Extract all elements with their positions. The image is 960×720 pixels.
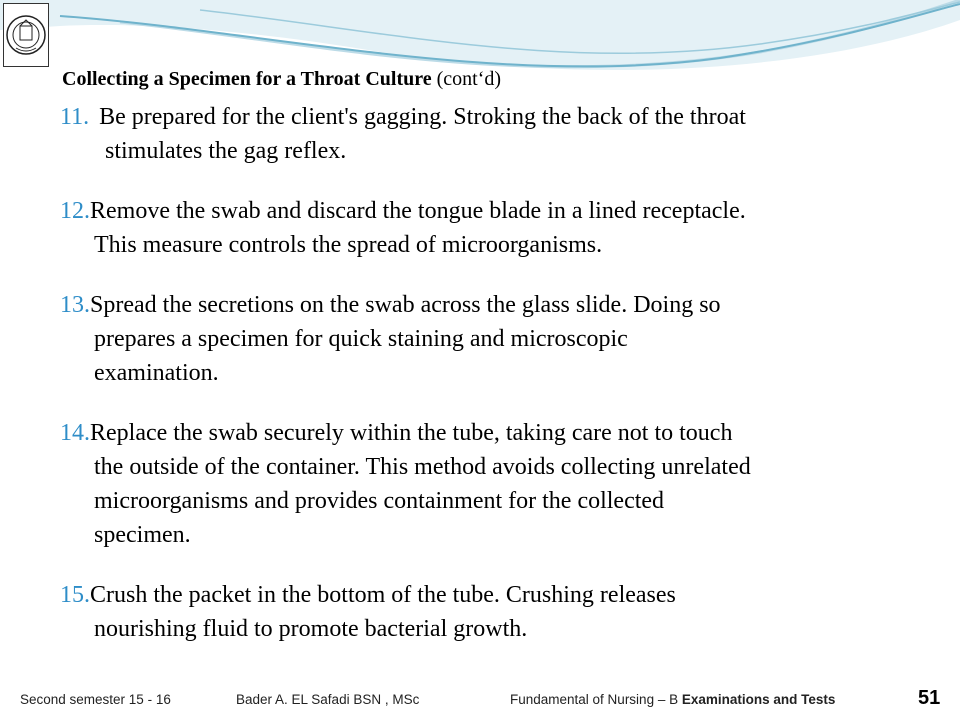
list-item-line: specimen. [94,522,191,548]
list-item-line: Remove the swab and discard the tongue blade in a lined receptacle. [90,198,746,224]
list-item-number: 14. [60,420,90,446]
list-item-line: Replace the swab securely within the tube, taking care not to touch [90,420,733,446]
list-item-line: nourishing fluid to promote bacterial growth. [94,616,528,642]
list-item-line: stimulates the gag reflex. [105,138,347,164]
slide-title [62,68,501,91]
list-item-number: 12. [60,198,90,224]
list-item-line: Spread the secretions on the swab across the glass slide. Doing so [90,292,721,318]
list-item-number: 13. [60,292,90,318]
list-item-line: examination. [94,360,219,386]
footer-topic: Examinations and Tests [681,692,836,707]
page-number: 51 [918,687,941,709]
slide-title-bold: Collecting a Specimen for a Throat Culture [62,68,432,90]
list-item-line: This measure controls the spread of microorganisms. [94,232,603,258]
slide-title-suffix: (cont‘d) [431,68,502,90]
list-item-line: prepares a specimen for quick staining and microscopic [94,326,628,352]
university-seal-logo [3,3,49,67]
list-item [60,100,746,168]
list-item-line: Be prepared for the client's gagging. Stroking the back of the throat [99,104,746,130]
list-item [60,288,721,390]
footer-course [510,692,835,707]
list-item-line: microorganisms and provides containment for the collected [94,488,665,514]
list-item [60,578,676,646]
footer-course-name: Fundamental of Nursing – B [510,692,679,707]
list-item-line: Crush the packet in the bottom of the tube. Crushing releases [90,582,676,608]
list-item [60,416,751,552]
list-item [60,194,746,262]
list-item-line: the outside of the container. This method avoids collecting unrelated [94,454,751,480]
list-item-number: 15. [60,582,90,608]
list-item-number: 11. [60,104,90,130]
footer-semester: Second semester 15 - 16 [20,692,171,707]
footer-author: Bader A. EL Safadi BSN , MSc [236,692,420,707]
